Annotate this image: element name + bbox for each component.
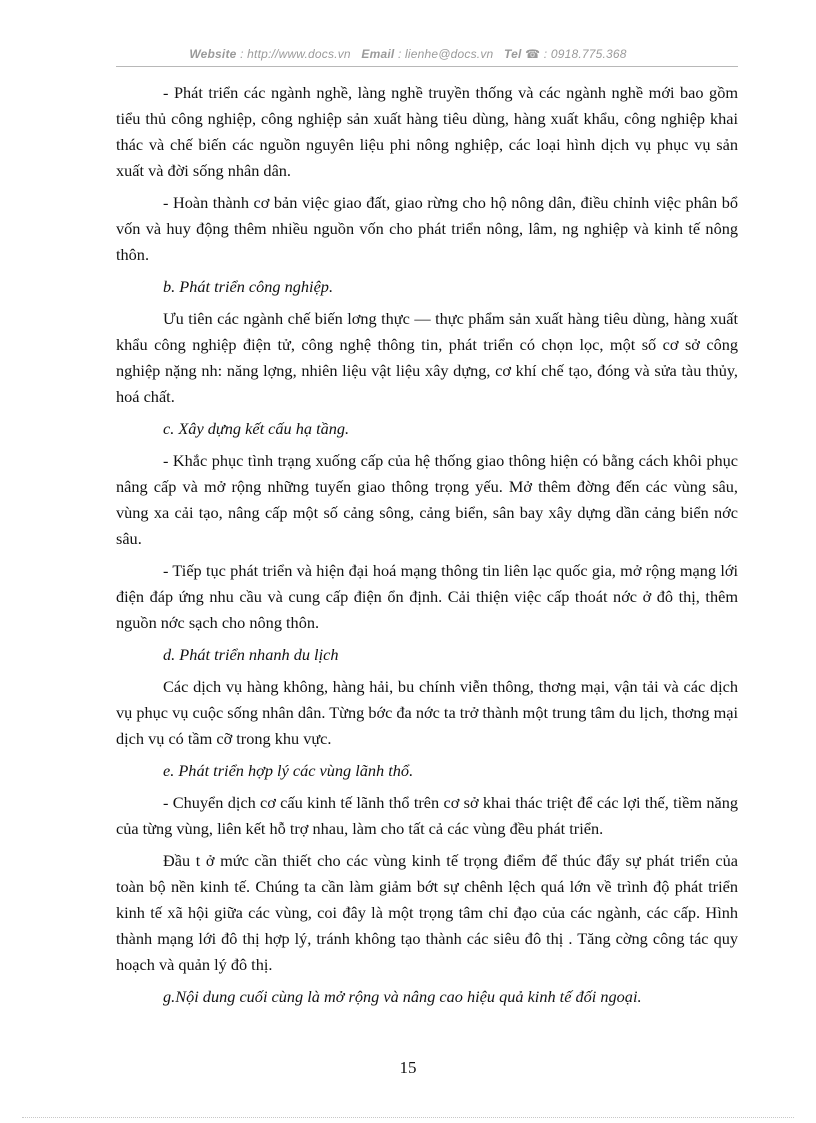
paragraph-telecom: - Tiếp tục phát triển và hiện đại hoá mạng thông tin liên lạc quốc gia, mở rộng mạng lới điện đáp ứng nhu cầu và cung cấp điện ổn định. Cải thiện việc cấp thoát nớc ở đô thị, thêm nguồn nớc sạch cho nông thôn.	[116, 561, 738, 632]
paragraph-crafts: - Phát triển các ngành nghề, làng nghề truyền thống và các ngành nghề mới bao gồm tiểu thủ công nghiệp, công nghiệp sản xuất hàng tiêu dùng, hàng xuất khẩu, công nghiệp khai thác và chế biến các nguồn nguyên liệu phi nông nghiệp, các loại hình dịch vụ phục vụ sản xuất và đời sống nhân dân.	[116, 83, 738, 180]
footer-divider	[22, 1117, 794, 1118]
tel-number: : 0918.775.368	[543, 47, 627, 61]
paragraph-tourism: Các dịch vụ hàng không, hàng hải, bu chính viễn thông, thơng mại, vận tải và các dịch vụ phục vụ cuộc sống nhân dân. Từng bớc đa nớc ta trở thành một trung tâm du lịch, thơng mại dịch vụ có tầm cỡ trong khu vực.	[116, 677, 738, 748]
heading-infrastructure: c. Xây dựng kết cấu hạ tầng.	[163, 419, 350, 438]
paragraph-industry: Ưu tiên các ngành chế biến lơng thực — thực phẩm sản xuất hàng tiêu dùng, hàng xuất khẩu công nghiệp điện tử, công nghệ thông tin, phát triển có chọn lọc, một số cơ sở công nghiệp nặng nh: năng lợng, nhiên liệu vật liệu xây dựng, cơ khí chế tạo, đóng và sửa tàu thủy, hoá chất.	[116, 309, 738, 406]
phone-icon: ☎	[525, 47, 541, 61]
heading-foreign-economy: g.Nội dung cuối cùng là mở rộng và nâng cao hiệu quả kinh tế đối ngoại.	[163, 987, 642, 1006]
header-divider	[116, 66, 738, 67]
heading-tourism: d. Phát triển nhanh du lịch	[163, 645, 339, 664]
paragraph-land-allocation: - Hoàn thành cơ bản việc giao đất, giao rừng cho hộ nông dân, điều chỉnh việc phân bổ vốn và huy động thêm nhiều nguồn vốn cho phát triển nông, lâm, ng nghiệp và kinh tế nông thôn.	[116, 193, 738, 264]
tel-label: Tel	[504, 47, 522, 61]
email-address[interactable]: : lienhe@docs.vn	[397, 47, 494, 61]
heading-regions: e. Phát triển hợp lý các vùng lãnh thổ.	[163, 761, 414, 780]
website-label: Website	[189, 47, 237, 61]
paragraph-regional-structure: - Chuyển dịch cơ cấu kinh tế lãnh thổ trên cơ sở khai thác triệt để các lợi thế, tiềm năng của từng vùng, liên kết hỗ trợ nhau, làm cho tất cả các vùng đều phát triển.	[116, 793, 738, 838]
page-number: 15	[399, 1058, 417, 1077]
website-url[interactable]: : http://www.docs.vn	[240, 47, 351, 61]
email-label: Email	[361, 47, 395, 61]
document-body	[116, 80, 738, 1016]
paragraph-transport: - Khắc phục tình trạng xuống cấp của hệ thống giao thông hiện có bằng cách khôi phục nâng cấp và mở rộng những tuyến giao thông trọng yếu. Mở thêm đờng đến các vùng sâu, vùng xa cải tạo, nâng cấp một số cảng sông, cảng biển, sân bay xây dựng dần cảng biển nớc sâu.	[116, 451, 738, 548]
paragraph-investment: Đầu t ở mức cần thiết cho các vùng kinh tế trọng điểm để thúc đẩy sự phát triển của toàn bộ nền kinh tế. Chúng ta cần làm giảm bớt sự chênh lệch quá lớn về trình độ phát triển kinh tế xã hội giữa các vùng, coi đây là một trọng tâm chỉ đạo của các ngành, các cấp. Hình thành mạng lới đô thị hợp lý, tránh không tạo thành các siêu đô thị . Tăng cờng công tác quy hoạch và quản lý đô thị.	[116, 851, 738, 974]
page-header	[0, 47, 816, 61]
heading-industry: b. Phát triển công nghiệp.	[163, 277, 334, 296]
